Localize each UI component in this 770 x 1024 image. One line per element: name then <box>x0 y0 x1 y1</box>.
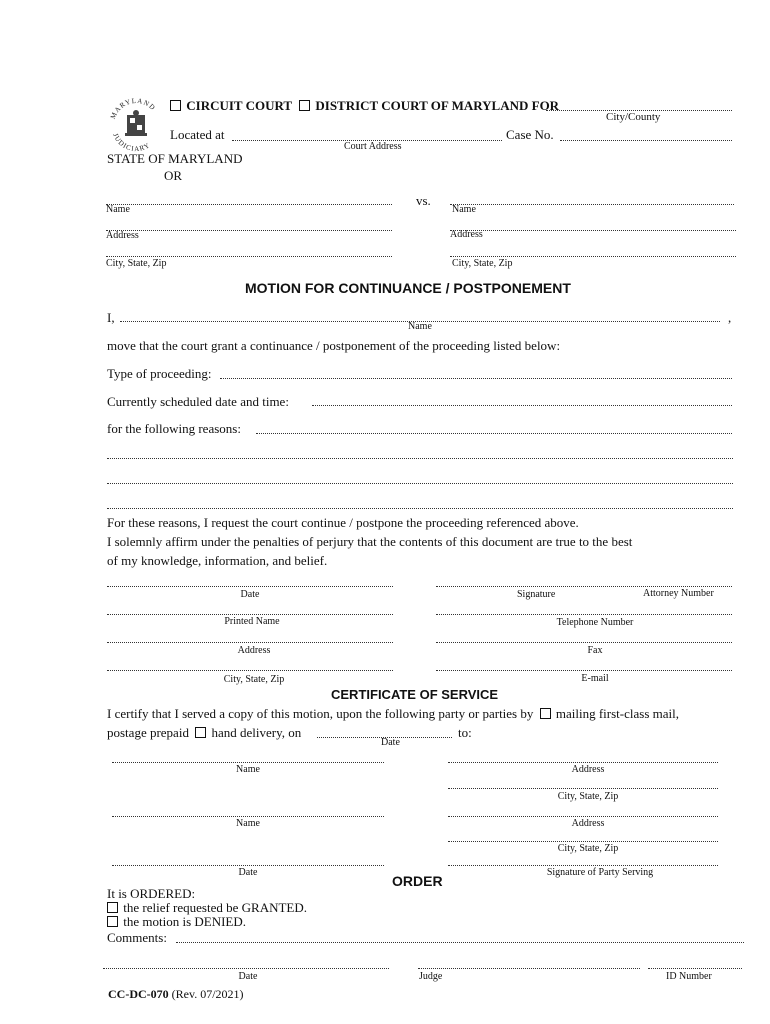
circuit-court-label: CIRCUIT COURT <box>186 98 292 113</box>
to-label: to: <box>458 725 472 740</box>
comments-label: Comments: <box>107 930 167 945</box>
granted-label: the relief requested be GRANTED. <box>123 900 307 915</box>
sig-city-caption: City, State, Zip <box>223 674 285 685</box>
served-name-1-caption: Name <box>236 764 260 775</box>
motion-title: MOTION FOR CONTINUANCE / POSTPONEMENT <box>245 280 571 296</box>
vs-label: vs. <box>416 193 431 208</box>
sig-date-field[interactable] <box>107 586 393 587</box>
right-party-name-field[interactable] <box>450 204 734 205</box>
right-name-caption: Name <box>452 204 476 215</box>
printed-name-caption: Printed Name <box>224 616 280 627</box>
reasons-field-2[interactable] <box>107 458 733 459</box>
email-field[interactable] <box>436 670 732 671</box>
email-caption: E-mail <box>581 673 609 684</box>
located-at-label: Located at <box>170 127 225 142</box>
postage-label: postage prepaid <box>107 725 189 740</box>
form-number: CC-DC-070 <box>108 987 169 1001</box>
service-sign-date-field[interactable] <box>112 865 384 866</box>
sig-address-field[interactable] <box>107 642 393 643</box>
district-court-label: DISTRICT COURT OF MARYLAND FOR <box>315 98 560 113</box>
fax-caption: Fax <box>587 645 603 656</box>
circuit-court-checkbox[interactable] <box>170 100 181 111</box>
scheduled-date-label: Currently scheduled date and time: <box>107 394 289 409</box>
left-party-name-field[interactable] <box>106 204 392 205</box>
reasons-field-1[interactable] <box>256 433 732 434</box>
sig-address-caption: Address <box>237 645 271 656</box>
telephone-caption: Telephone Number <box>556 617 634 628</box>
signature-caption: Signature <box>517 589 556 600</box>
served-address-2-field[interactable] <box>448 816 718 817</box>
left-name-caption: Name <box>106 204 130 215</box>
denied-label: the motion is DENIED. <box>123 914 247 929</box>
served-address-1-field[interactable] <box>448 762 718 763</box>
granted-checkbox[interactable] <box>107 902 118 913</box>
served-name-2-field[interactable] <box>112 816 384 817</box>
served-city-2-field[interactable] <box>448 841 718 842</box>
type-of-proceeding-label: Type of proceeding: <box>107 366 212 381</box>
certificate-text-1: I certify that I served a copy of this motion, upon the following party or parties by <box>107 706 534 721</box>
left-city-caption: City, State, Zip <box>106 258 167 269</box>
reasons-field-4[interactable] <box>107 508 733 509</box>
judge-caption: Judge <box>419 971 443 982</box>
served-city-1-caption: City, State, Zip <box>557 791 619 802</box>
order-date-caption: Date <box>238 971 258 982</box>
ordered-label: It is ORDERED: <box>107 886 196 901</box>
left-address-caption: Address <box>106 230 139 241</box>
served-name-1-field[interactable] <box>112 762 384 763</box>
type-of-proceeding-field[interactable] <box>220 378 732 379</box>
order-title: ORDER <box>392 873 443 889</box>
form-footer <box>108 987 244 1002</box>
sig-city-field[interactable] <box>107 670 393 671</box>
move-text: move that the court grant a continuance / postponement of the proceeding listed below: <box>107 338 561 353</box>
right-address-caption: Address <box>450 229 483 240</box>
id-number-caption: ID Number <box>666 971 712 982</box>
city-county-caption: City/County <box>606 111 661 123</box>
judge-field[interactable] <box>418 968 640 969</box>
signature-party-serving-caption: Signature of Party Serving <box>546 867 654 878</box>
or-label: OR <box>164 168 183 183</box>
left-party-city-field[interactable] <box>106 256 392 257</box>
reasons-field-3[interactable] <box>107 483 733 484</box>
affirm-text-2: of my knowledge, information, and belief. <box>107 553 328 568</box>
printed-name-field[interactable] <box>107 614 393 615</box>
hand-delivery-checkbox[interactable] <box>195 727 206 738</box>
order-date-field[interactable] <box>103 968 389 969</box>
certificate-line-1 <box>107 706 679 722</box>
certificate-line-2 <box>107 725 301 741</box>
served-city-2-caption: City, State, Zip <box>557 843 619 854</box>
telephone-field[interactable] <box>436 614 732 615</box>
maryland-judiciary-seal <box>106 95 166 155</box>
served-name-2-caption: Name <box>236 818 260 829</box>
reasons-label: for the following reasons: <box>107 421 241 436</box>
district-court-checkbox[interactable] <box>299 100 310 111</box>
case-no-field[interactable] <box>560 140 732 141</box>
i-label: I, <box>107 310 115 325</box>
served-city-1-field[interactable] <box>448 788 718 789</box>
mailing-checkbox[interactable] <box>540 708 551 719</box>
id-number-field[interactable] <box>648 968 742 969</box>
denied-checkbox[interactable] <box>107 916 118 927</box>
case-no-label: Case No. <box>506 127 554 142</box>
court-selection <box>170 98 559 114</box>
right-city-caption: City, State, Zip <box>452 258 513 269</box>
hand-delivery-label: hand delivery, on <box>211 725 302 740</box>
sig-date-caption: Date <box>240 589 260 600</box>
comments-field[interactable] <box>176 942 744 943</box>
left-party-address-field[interactable] <box>106 230 392 231</box>
denied-row <box>107 914 246 930</box>
form-revision: (Rev. 07/2021) <box>171 987 244 1001</box>
court-address-caption: Court Address <box>344 141 402 152</box>
attorney-number-caption: Attorney Number <box>643 588 714 599</box>
service-sign-date-caption: Date <box>238 867 258 878</box>
served-address-2-caption: Address <box>571 818 605 829</box>
service-date-caption: Date <box>381 737 400 748</box>
right-party-city-field[interactable] <box>450 256 736 257</box>
right-party-address-field[interactable] <box>450 230 736 231</box>
seal-bottom-text: JUDICIARY <box>111 132 152 154</box>
served-address-1-caption: Address <box>571 764 605 775</box>
signature-party-serving-field[interactable] <box>448 865 718 866</box>
signature-field[interactable] <box>436 586 732 587</box>
fax-field[interactable] <box>436 642 732 643</box>
request-text: For these reasons, I request the court continue / postpone the proceeding referenced above. <box>107 515 579 530</box>
comma: , <box>728 310 732 325</box>
seal-top-text: MARYLAND <box>108 96 158 121</box>
certificate-title: CERTIFICATE OF SERVICE <box>331 687 499 702</box>
scheduled-date-field[interactable] <box>312 405 732 406</box>
mailing-label: mailing first-class mail, <box>555 706 679 721</box>
state-of-maryland: STATE OF MARYLAND <box>107 151 243 166</box>
affirm-text-1: I solemnly affirm under the penalties of perjury that the contents of this document are true to the best <box>107 534 633 549</box>
movant-name-caption: Name <box>408 321 432 332</box>
